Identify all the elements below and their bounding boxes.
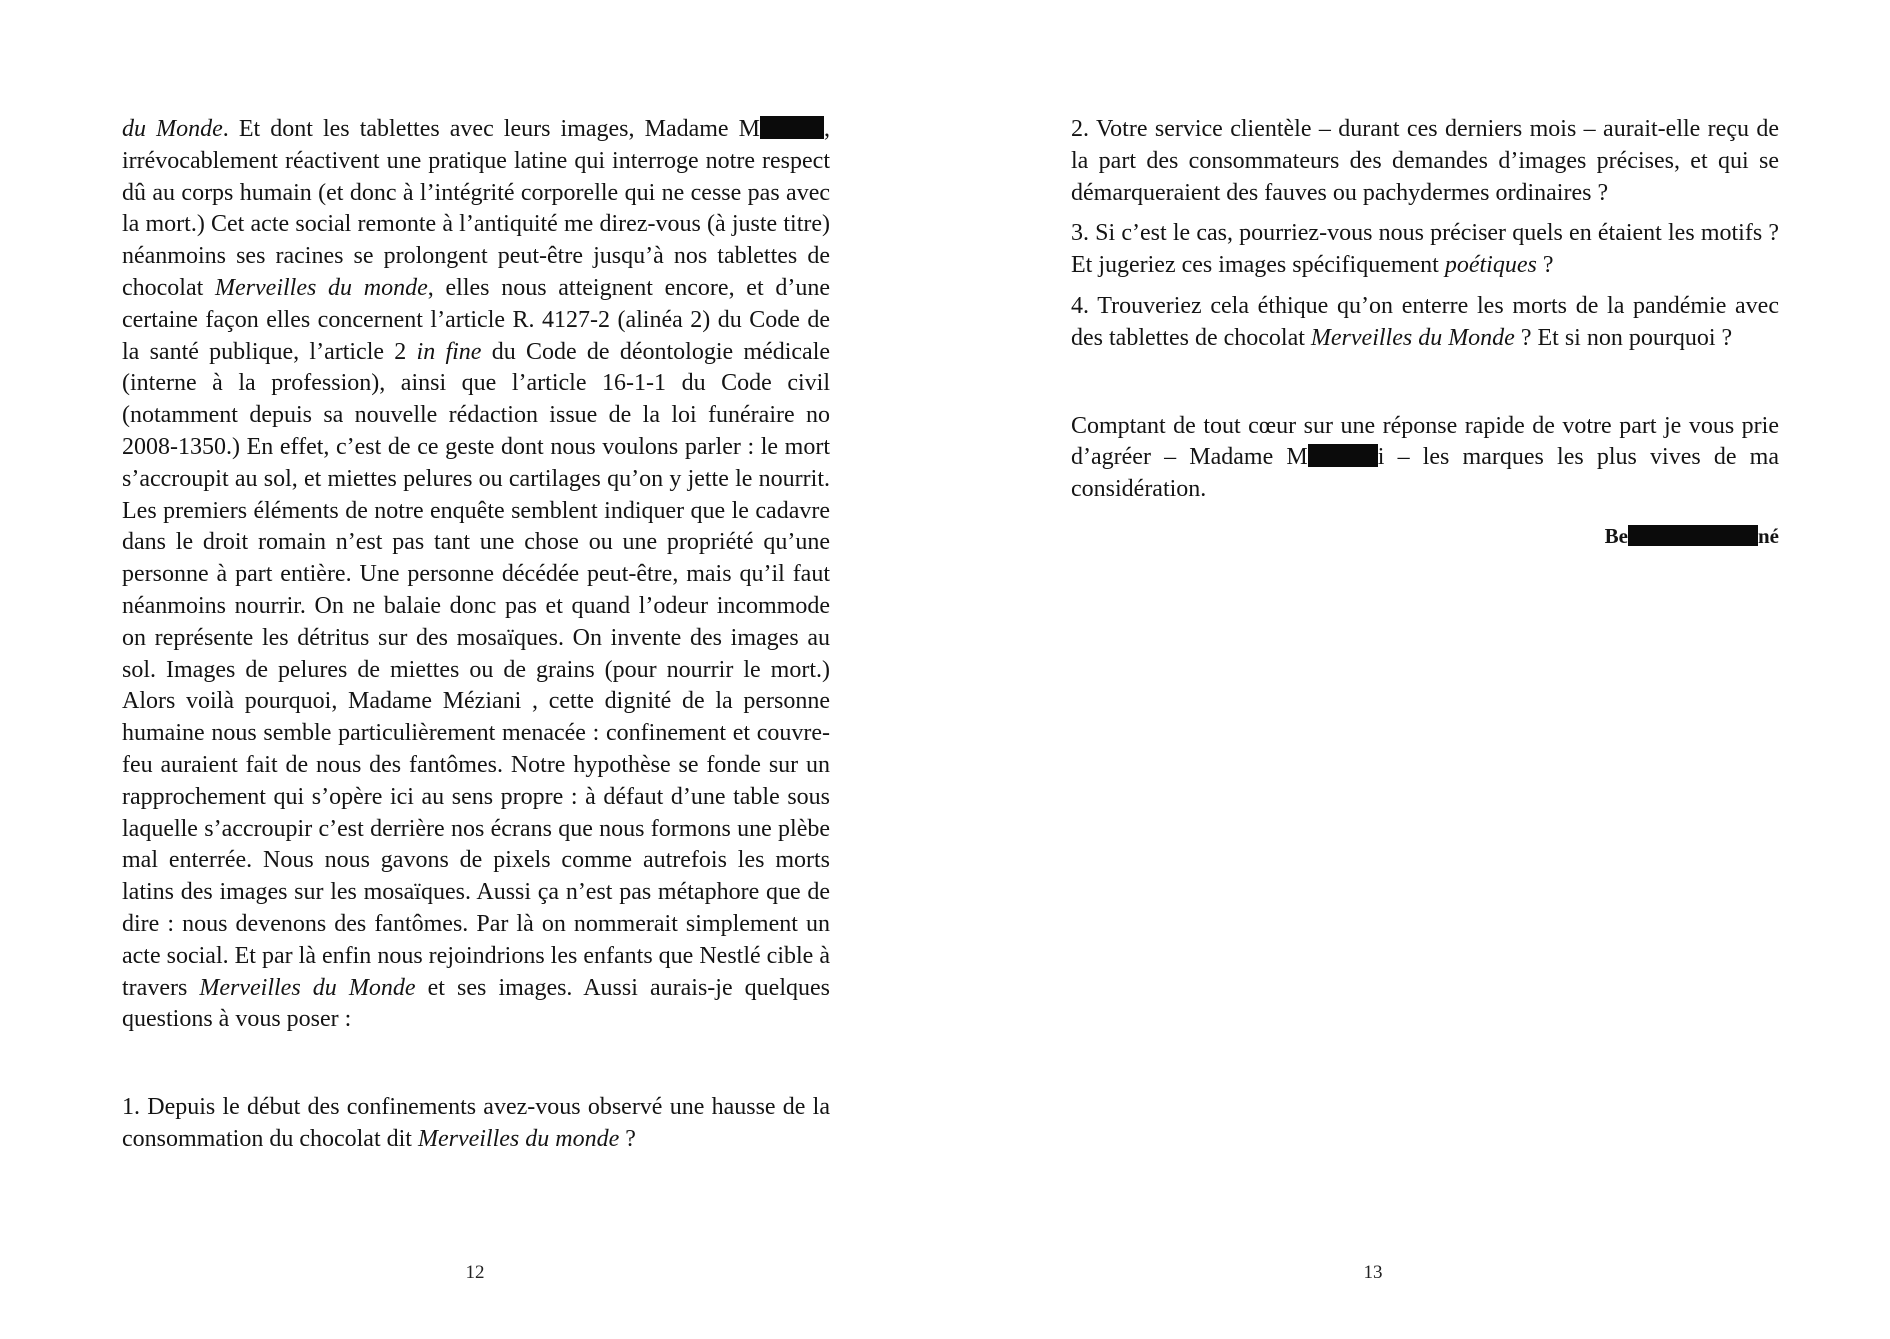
question-2: 2. Votre service clientèle – durant ces derniers mois – aurait-elle reçu de la part des consommateurs des demandes d’images précises, et qui se démarqueraient des fauves ou pachydermes ordinaires ? — [1071, 116, 1779, 206]
redaction-bar — [760, 116, 824, 139]
page-number: 13 — [1363, 1262, 1383, 1283]
right-text-column — [1071, 114, 1779, 550]
redaction-bar — [1628, 525, 1758, 546]
question-1: 1. Depuis le début des confinements avez-vous observé une hausse de la consommation du chocolat dit Merveilles du monde ? — [122, 1094, 830, 1152]
question-3: 3. Si c’est le cas, pourriez-vous nous préciser quels en étaient les motifs ? Et jugeriez ces images spécifiquement poétiques ? — [1071, 220, 1779, 279]
body-paragraph: du Monde. Et dont les tablettes avec leurs images, Madame M , irrévocablement réactivent une pratique latine qui interroge notre respect dû au corps humain (et donc à l’intégrité corporelle qui ne cesse pas avec la mort.) Cet acte social remonte à l’antiquité me direz-vous (à juste titre) néanmoins ses racines se prolongent peut-être jusqu’à nos tablettes de chocolat Merveilles du monde, elles nous atteignent encore, et d’une certaine façon elles concernent l’article R. 4127-2 (alinéa 2) du Code de la santé publique, l’article 2 in fine du Code de déontologie médicale (interne à la profession), ainsi que l’article 16-1-1 du Code civil (notamment depuis sa nouvelle rédaction issue de la loi funéraire no 2008-1350.) En effet, c’est de ce geste dont nous voulons parler : le mort s’accroupit au sol, et miettes pelures ou cartilages qu’on y jette le nourrit. Les premiers éléments de notre enquête semblent indiquer que le cadavre dans le droit romain n’est pas tant une chose ou une propriété qu’une personne à part entière. Une personne décédée peut-être, mais qu’il faut néanmoins nourrir. On ne balaie donc pas et quand l’odeur incommode on représente les détritus sur des mosaïques. On invente des images au sol. Images de pelures de miettes ou de grains (pour nourrir le mort.) Alors voilà pourquoi, Madame Méziani , cette dignité de la personne humaine nous semble particulièrement menacée : confinement et couvre-feu auraient fait de nous des fantômes. Notre hypothèse se fonde sur un rapprochement qui s’opère ici au sens propre : à défaut d’une table sous laquelle s’accroupir c’est derrière nos écrans que nous formons une plèbe mal enterrée. Nous nous gavons de pixels comme autrefois les morts latins des images sur les mosaïques. Aussi ça n’est pas métaphore que de dire : nous devenons des fantômes. Par là on nommerait simplement un acte social. Et par là enfin nous rejoindrions les enfants que Nestlé cible à travers Merveilles du Monde et ses images. Aussi aurais-je quelques questions à vous poser : — [122, 116, 831, 1033]
question-4: 4. Trouveriez cela éthique qu’on enterre les morts de la pandémie avec des tablettes de chocolat Merveilles du Monde ? Et si non pourquoi ? — [1071, 292, 1779, 351]
signature: Be né — [1604, 523, 1779, 548]
page-number: 12 — [465, 1262, 485, 1283]
left-text-column — [122, 114, 830, 1156]
right-page — [945, 0, 1890, 1339]
closing-paragraph: Comptant de tout cœur sur une réponse rapide de votre part je vous prie d’agréer – Madame M i – les marques les plus vives de ma considération. — [1071, 412, 1779, 503]
redaction-bar — [1308, 444, 1378, 467]
